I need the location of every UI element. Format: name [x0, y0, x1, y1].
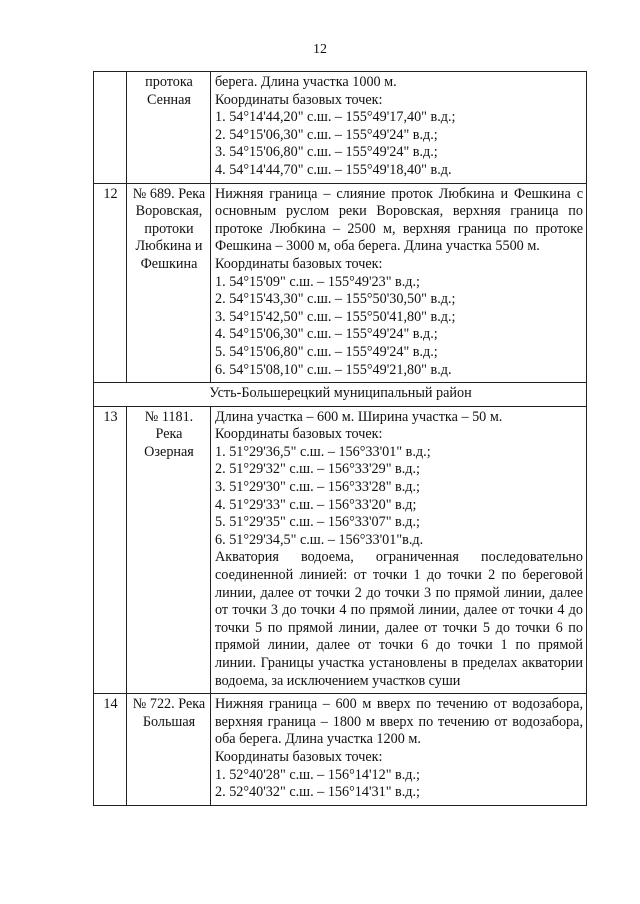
coordinate-line: 3. 54°15'06,80" с.ш. – 155°49'24" в.д.;	[215, 144, 438, 161]
table-row	[94, 406, 587, 694]
name-line: Озерная	[144, 443, 194, 460]
description-cell	[211, 694, 587, 806]
desc-line: Длина участка – 600 м. Ширина участка – 50 м.	[215, 408, 503, 425]
description-cell	[211, 183, 587, 383]
name-line: протока	[145, 74, 193, 90]
page-number: 12	[313, 42, 327, 57]
table-row	[94, 183, 587, 383]
boundary-description: Нижняя граница – слияние проток Любкина и Фешкина с основным руслом реки Воровская, верхняя граница по протоке Любкина – 2500 м, верхняя граница по протоке Фешкина – 3000 м, оба берега. Длина участка 5500 м.	[215, 185, 583, 255]
name-line: № 689. Река	[132, 185, 206, 202]
name-line: Воровская,	[135, 203, 203, 220]
coordinate-line: 6. 54°15'08,10" с.ш. – 155°49'21,80" в.д.	[215, 361, 452, 378]
table-row	[94, 694, 587, 806]
row-number-cell: 13	[94, 406, 127, 694]
coordinate-line: 2. 54°15'43,30" с.ш. – 155°50'30,50" в.д.;	[215, 291, 456, 308]
coordinate-line: 1. 52°40'28" с.ш. – 156°14'12" в.д.;	[215, 766, 420, 783]
name-line: Сенная	[147, 91, 191, 108]
coordinate-line: 3. 51°29'30" с.ш. – 156°33'28" в.д.;	[215, 479, 420, 496]
coordinate-line: 6. 51°29'34,5" с.ш. – 156°33'01"в.д.	[215, 531, 424, 548]
coordinate-line: 5. 54°15'06,80" с.ш. – 155°49'24" в.д.;	[215, 343, 438, 360]
coordinate-line: 1. 54°15'09" с.ш. – 155°49'23" в.д.;	[215, 273, 420, 290]
desc-line: Координаты базовых точек:	[215, 748, 383, 765]
name-line: Большая	[142, 713, 196, 730]
coordinate-line: 2. 54°15'06,30" с.ш. – 155°49'24" в.д.;	[215, 126, 438, 143]
name-line: Любкина и	[135, 238, 203, 255]
boundary-description: Нижняя граница – 600 м вверх по течению от водозабора, верхняя граница – 1800 м вверх по течению от водозабора, оба берега. Длина участка 1200 м.	[215, 696, 583, 748]
coordinate-line: 4. 54°14'44,70" с.ш. – 155°49'18,40" в.д.	[215, 161, 452, 178]
coordinate-line: 2. 51°29'32" с.ш. – 156°33'29" в.д.;	[215, 461, 420, 478]
name-line: № 722. Река	[132, 696, 206, 713]
name-line: № 1181.	[144, 408, 194, 425]
water-area-description: Акватория водоема, ограниченная последовательно соединенной линией: от точки 1 до точки 2 по береговой линии, далее от точки 2 до точки 3 по прямой линии, далее от точки 3 до точки 4 по прямой линии, далее от точки 4 до точки 5 по прямой линии, далее от точки 5 до точки 6 по прямой линии, далее от точки 6 до точки 1 по прямой линии. Границы участка установлены в пределах акватории водоема, за исключением участков суши	[215, 549, 583, 689]
region-row	[94, 383, 587, 407]
coordinate-line: 5. 51°29'35" с.ш. – 156°33'07" в.д.;	[215, 514, 420, 531]
desc-line: берега. Длина участка 1000 м.	[215, 74, 397, 90]
coordinate-line: 1. 51°29'36,5" с.ш. – 156°33'01" в.д.;	[215, 443, 431, 460]
water-body-name-cell	[127, 72, 211, 184]
coordinate-line: 4. 51°29'33" с.ш. – 156°33'20" в.д;	[215, 496, 417, 513]
water-body-name-cell	[127, 694, 211, 806]
document-table	[93, 71, 587, 806]
coordinate-line: 1. 54°14'44,20" с.ш. – 155°49'17,40" в.д.;	[215, 109, 456, 126]
desc-line: Координаты базовых точек:	[215, 426, 383, 443]
name-line: Фешкина	[140, 255, 198, 272]
description-cell	[211, 72, 587, 184]
row-number-cell: 14	[94, 694, 127, 806]
desc-line: Координаты базовых точек:	[215, 91, 383, 108]
water-body-name-cell	[127, 183, 211, 383]
table-row	[94, 72, 587, 184]
coordinate-line: 2. 52°40'32" с.ш. – 156°14'31" в.д.;	[215, 784, 420, 801]
desc-line: Координаты базовых точек:	[215, 255, 383, 272]
name-line: протоки	[144, 220, 194, 237]
name-line: Река	[155, 426, 183, 443]
description-cell	[211, 406, 587, 694]
water-body-name-cell	[127, 406, 211, 694]
row-number-cell	[94, 72, 127, 184]
row-number-cell: 12	[94, 183, 127, 383]
coordinate-line: 4. 54°15'06,30" с.ш. – 155°49'24" в.д.;	[215, 326, 438, 343]
region-heading: Усть-Большерецкий муниципальный район	[94, 383, 587, 407]
coordinate-line: 3. 54°15'42,50" с.ш. – 155°50'41,80" в.д.;	[215, 308, 456, 325]
